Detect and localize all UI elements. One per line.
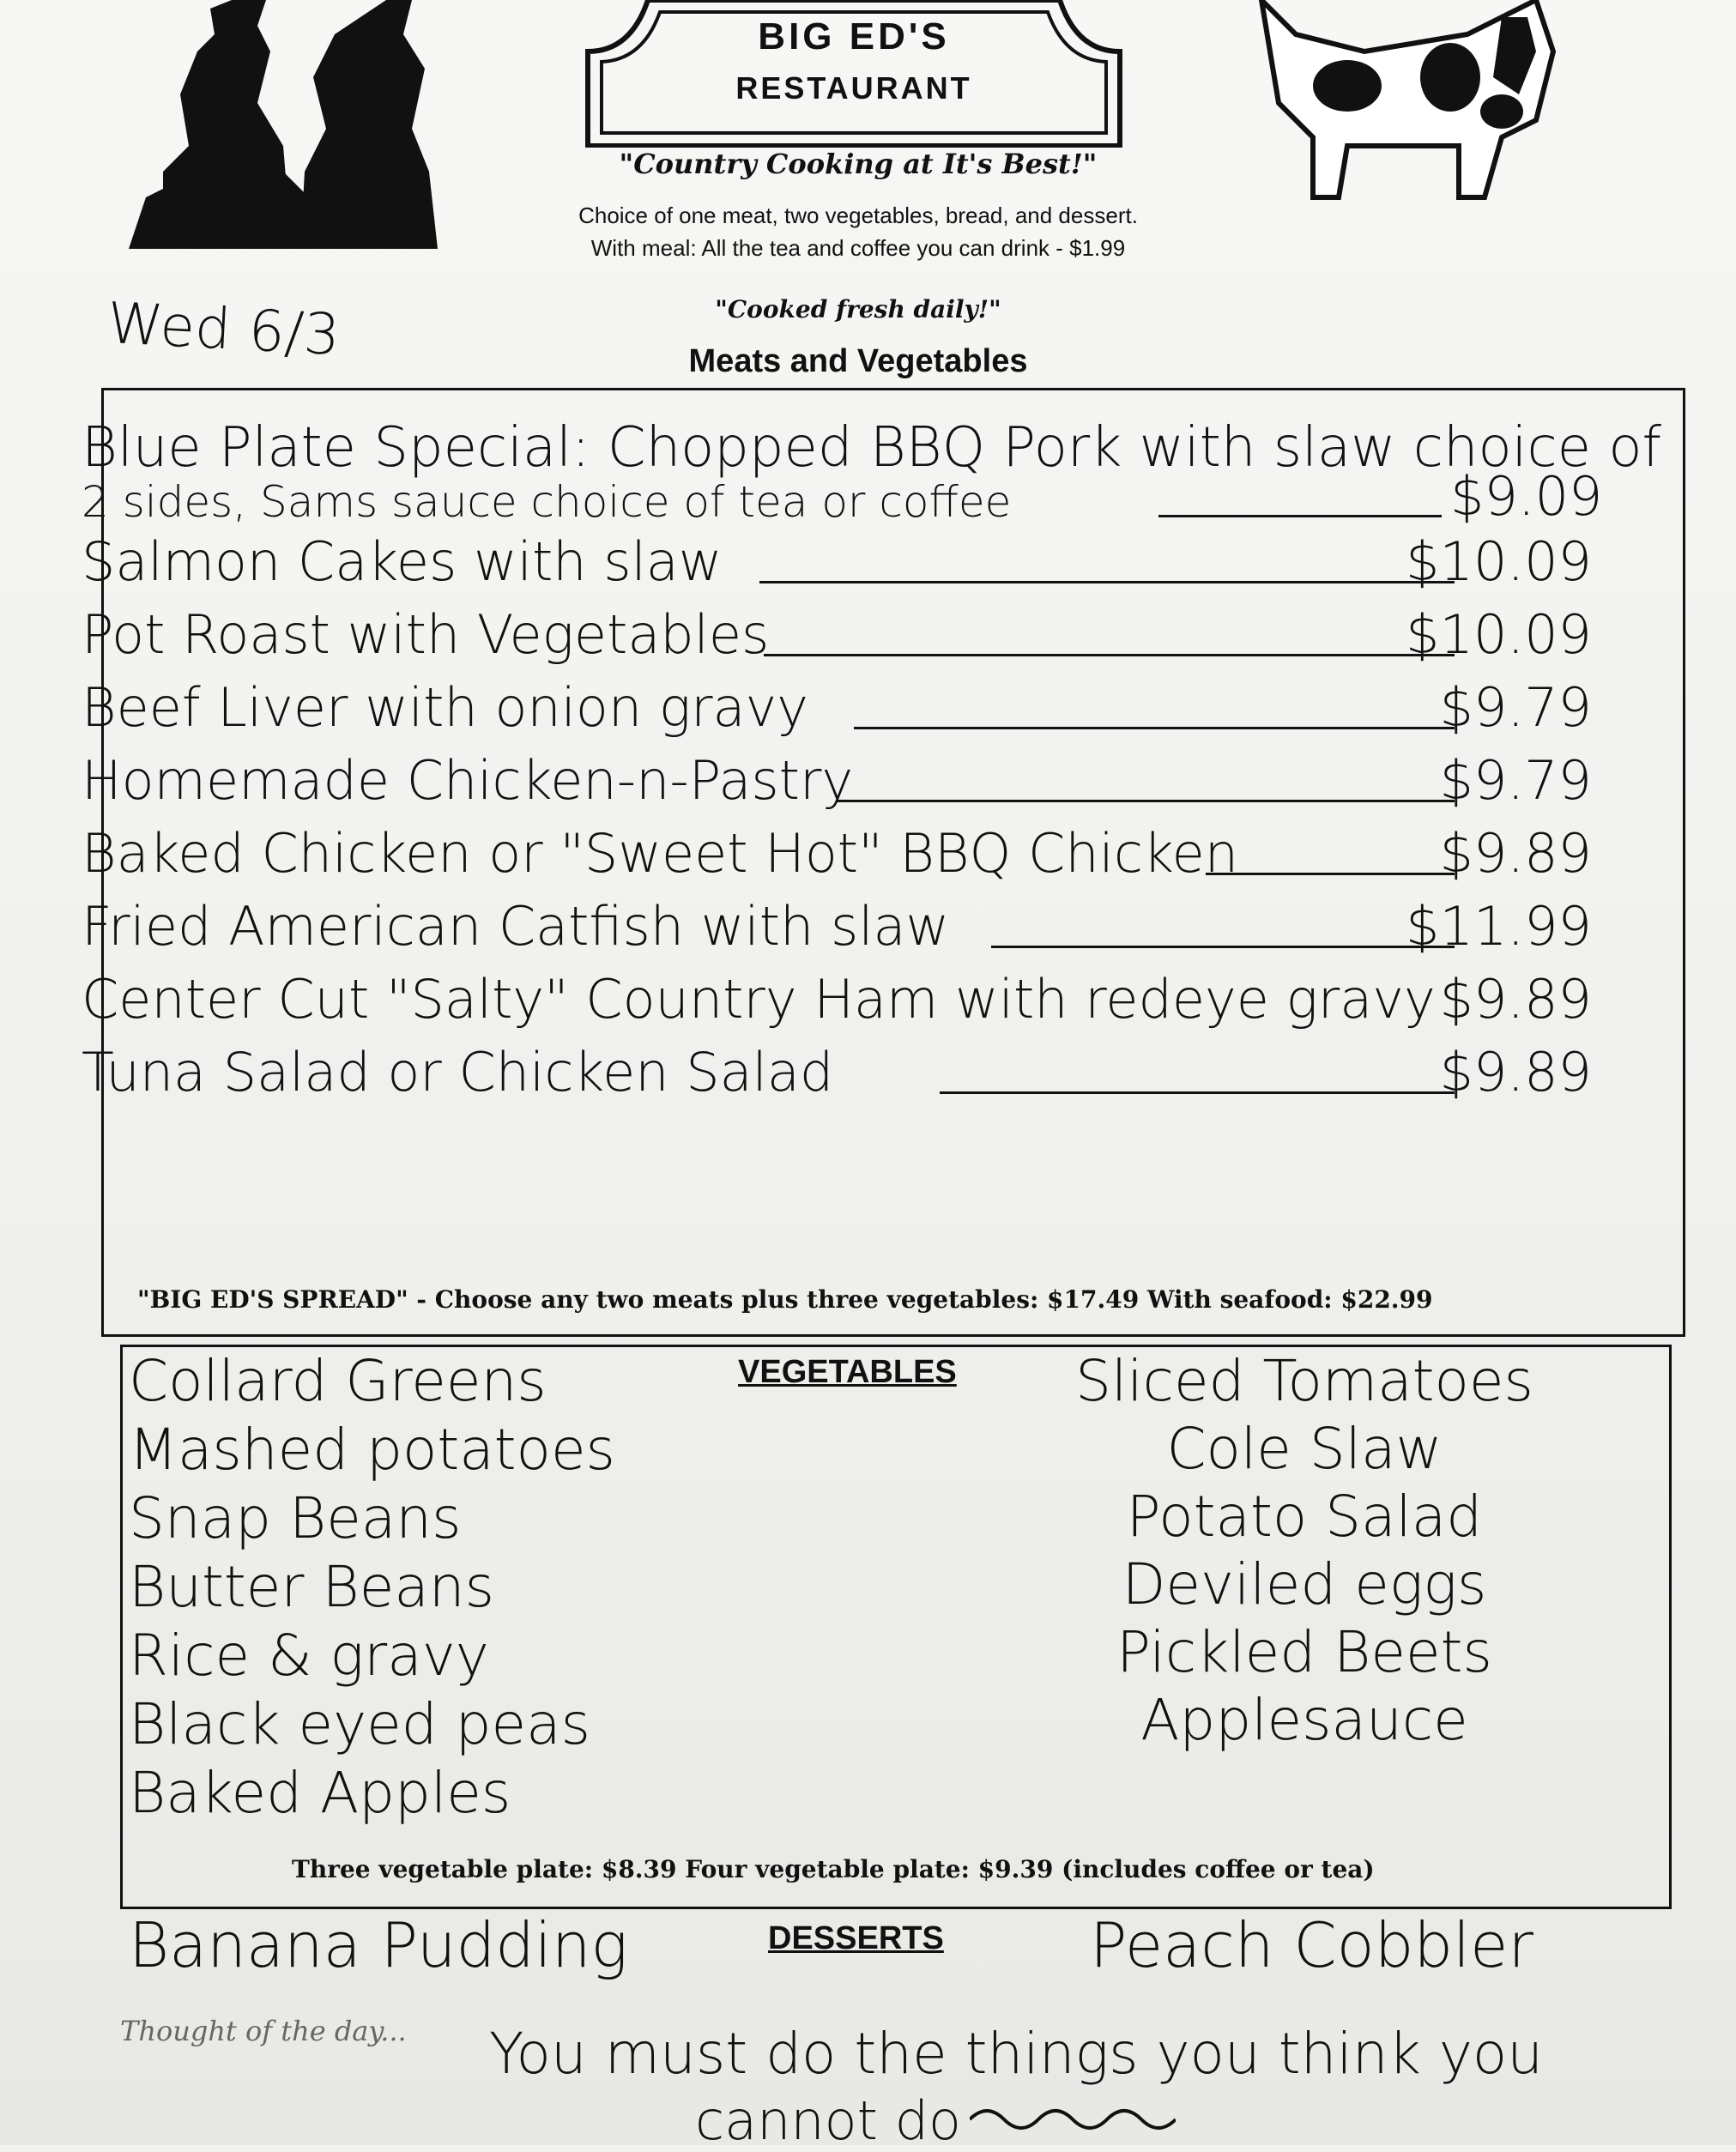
meats-section-title: Meats and Vegetables [688, 343, 1028, 379]
meat-item-price: $11.99 [1406, 895, 1592, 958]
vegetable-item: Cole Slaw [1166, 1416, 1443, 1482]
desserts-title: DESSERTS [768, 1920, 944, 1956]
vegetable-item: Black eyed peas [129, 1691, 590, 1757]
meat-item-name: Fried American Catfish with slaw [82, 895, 950, 958]
thought-of-the-day-label: Thought of the day... [120, 2015, 407, 2047]
blue-plate-special-line-1: Blue Plate Special: Chopped BBQ Pork with slaw choice of [82, 416, 1662, 480]
vegetable-item: Deviled eggs [1122, 1551, 1487, 1617]
vegetable-item: Baked Apples [129, 1760, 511, 1826]
thought-line-1: You must do the things you think you [489, 2021, 1544, 2087]
vegetable-item: Rice & gravy [129, 1623, 489, 1689]
blue-plate-leader-line [1158, 515, 1442, 517]
big-eds-spread-note: "BIG ED'S SPREAD" - Choose any two meats plus three vegetables: $17.49 With seafood: $22.99 [137, 1285, 1433, 1314]
vegetables-title: VEGETABLES [738, 1354, 957, 1390]
meat-item-price: $10.09 [1406, 530, 1592, 593]
vegetable-item: Collard Greens [129, 1348, 547, 1414]
meat-item [82, 598, 1626, 667]
meat-item-name: Center Cut "Salty" Country Ham with redeye gravy [82, 968, 1436, 1031]
meat-item-price: $10.09 [1406, 603, 1592, 666]
intro-line-1: Choice of one meat, two vegetables, bread, and dessert. [578, 203, 1138, 228]
leader-line [837, 800, 1455, 802]
vegetables-left-list [129, 1347, 615, 1828]
thought-line-2: cannot do [695, 2089, 961, 2152]
meat-item-price: $9.89 [1439, 968, 1592, 1031]
dessert-item: Banana Pudding [129, 1909, 628, 1981]
meat-item-price: $9.79 [1439, 676, 1592, 739]
meat-item [82, 1036, 1626, 1104]
meat-item-price: $9.89 [1439, 1041, 1592, 1103]
leader-line [991, 946, 1455, 948]
cowboy-silhouette-icon [129, 0, 438, 249]
blue-plate-special-line-2: 2 sides, Sams sauce choice of tea or coffee [82, 477, 1012, 527]
vegetable-item: Sliced Tomatoes [1075, 1348, 1533, 1414]
vegetable-item: Applesauce [1140, 1687, 1468, 1753]
squiggle-underline-icon [970, 2102, 1176, 2137]
intro-line-2: With meal: All the tea and coffee you can drink - $1.99 [590, 235, 1126, 261]
vegetable-item: Pickled Beets [1116, 1619, 1492, 1685]
dessert-item: Peach Cobbler [1090, 1909, 1534, 1981]
leader-line [854, 727, 1455, 729]
vegetable-item: Butter Beans [129, 1554, 495, 1620]
leader-line [1206, 873, 1455, 875]
meat-item [82, 963, 1626, 1031]
meat-item-name: Tuna Salad or Chicken Salad [82, 1041, 834, 1103]
meat-item-name: Salmon Cakes with slaw [82, 530, 723, 593]
cooked-fresh-tagline: "Cooked fresh daily!" [715, 295, 1001, 323]
logo-subtitle: RESTAURANT [735, 70, 972, 106]
meat-item [82, 525, 1626, 594]
meat-item-name: Beef Liver with onion gravy [82, 676, 808, 739]
meat-item [82, 817, 1626, 886]
meat-item-name: Pot Roast with Vegetables [82, 603, 770, 666]
vegetable-item: Snap Beans [129, 1485, 462, 1551]
cow-icon [1244, 0, 1605, 206]
meat-item-price: $9.79 [1439, 749, 1592, 812]
vegetable-item: Potato Salad [1126, 1484, 1483, 1550]
meat-item-name: Baked Chicken or "Sweet Hot" BBQ Chicken [82, 822, 1239, 885]
leader-line [940, 1091, 1455, 1094]
meat-item [82, 890, 1626, 958]
slogan: "Country Cooking at It's Best!" [619, 148, 1098, 180]
restaurant-logo [579, 0, 1128, 148]
handwritten-date: Wed 6/3 [106, 289, 342, 369]
vegetables-right-list [1047, 1347, 1562, 1754]
leader-line [764, 654, 1455, 656]
meat-item [82, 671, 1626, 740]
leader-line [759, 581, 1455, 583]
logo-name: BIG ED'S [758, 15, 950, 57]
blue-plate-special-price: $9.09 [1450, 465, 1603, 528]
meat-item-name: Homemade Chicken-n-Pastry [82, 749, 854, 812]
meat-item-price: $9.89 [1439, 822, 1592, 885]
meat-item [82, 744, 1626, 813]
vegetable-item: Mashed potatoes [129, 1417, 615, 1483]
vegetable-plates-note: Three vegetable plate: $8.39 Four vegetable plate: $9.39 (includes coffee or tea) [292, 1855, 1375, 1883]
